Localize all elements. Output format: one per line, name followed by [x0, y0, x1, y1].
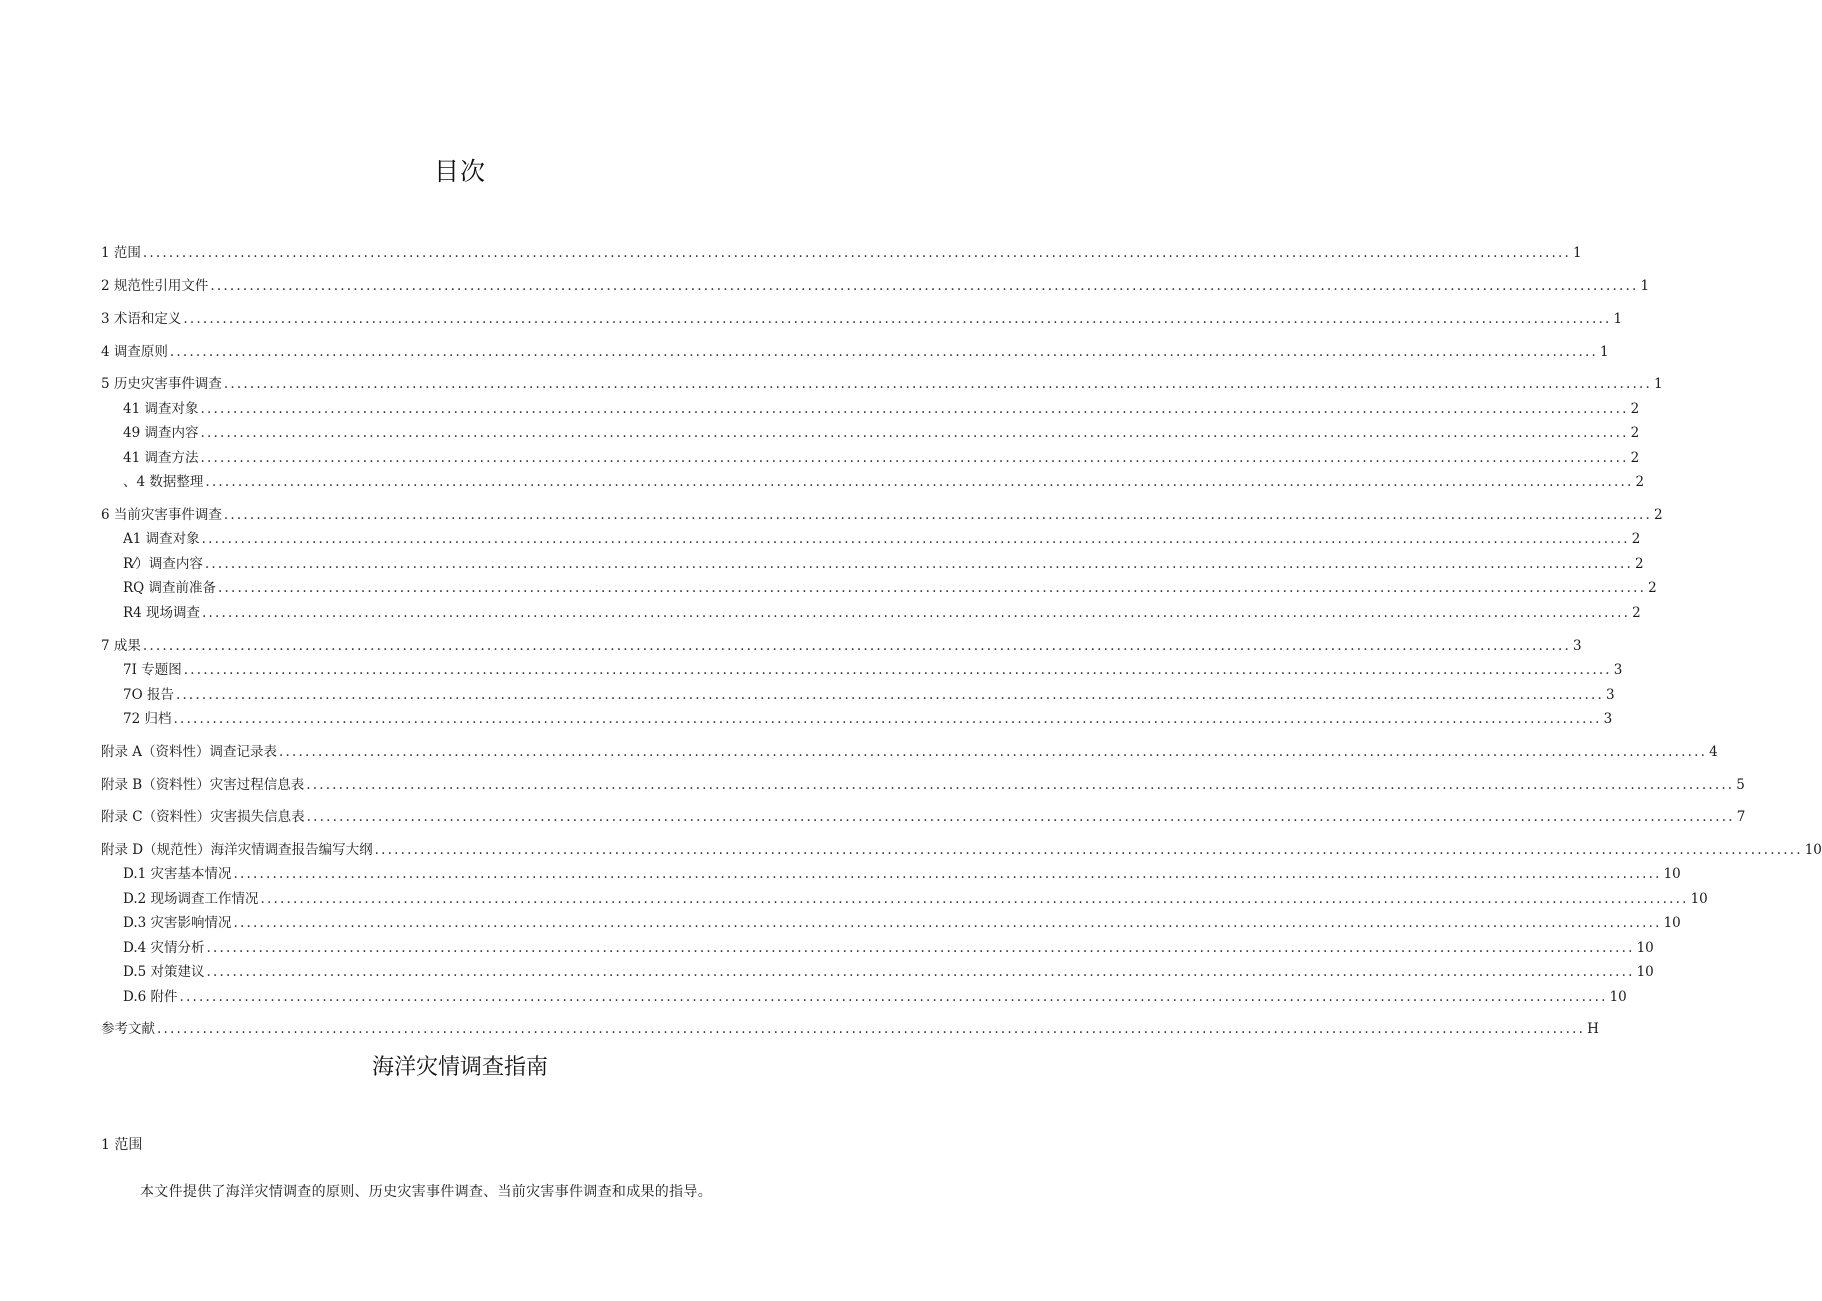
toc-entry[interactable]: [123, 914, 1681, 932]
toc-entry[interactable]: [123, 890, 1708, 908]
toc-entry-label: D.5 对策建议: [123, 964, 205, 980]
toc-entry-label: 7 成果: [101, 638, 141, 654]
toc-entry-page: 1: [1599, 344, 1609, 360]
toc-leader-dots: ............................................................................................................................................................................................................................: [233, 915, 1662, 931]
toc-entry-label: 41 调查方法: [123, 450, 199, 466]
toc-entry-label: D.1 灾害基本情况: [123, 866, 232, 882]
toc-entry[interactable]: [123, 988, 1627, 1006]
toc-entry-page: 2: [1631, 531, 1641, 547]
toc-entry[interactable]: [101, 743, 1718, 761]
toc-entry-page: 2: [1635, 556, 1644, 572]
toc-entry-label: 41 调查对象: [123, 401, 199, 417]
toc-entry-label: 7O 报告: [123, 687, 174, 703]
toc-entry-label: 参考文献: [101, 1021, 155, 1037]
toc-entry-label: 6 当前灾害事件调查: [101, 507, 222, 523]
toc-entry-page: 1: [1653, 376, 1663, 392]
toc-leader-dots: ............................................................................................................................................................................................................................: [306, 777, 1735, 793]
toc-entry-label: 4 调查原则: [101, 344, 168, 360]
toc-entry-page: 3: [1572, 638, 1582, 654]
toc-entry[interactable]: [123, 400, 1640, 418]
toc-entry-label: R4 现场调查: [123, 605, 201, 621]
toc-leader-dots: ............................................................................................................................................................................................................................: [200, 450, 1629, 466]
toc-entry-page: 2: [1648, 580, 1657, 596]
toc-entry-label: D.3 灾害影响情况: [123, 915, 232, 931]
toc-title: 目次: [433, 157, 486, 186]
toc-entry-page: H: [1587, 1021, 1599, 1037]
toc-leader-dots: ............................................................................................................................................................................................................................: [173, 711, 1602, 727]
toc-leader-dots: ............................................................................................................................................................................................................................: [175, 687, 1605, 703]
toc-entry-page: 3: [1606, 687, 1615, 703]
toc-entry-label: 附录 B（资料性）灾害过程信息表: [101, 777, 305, 793]
toc-entry[interactable]: [123, 604, 1641, 622]
toc-leader-dots: ............................................................................................................................................................................................................................: [200, 425, 1629, 441]
toc-entry-label: D.2 现场调查工作情况: [123, 891, 259, 907]
toc-entry-page: 2: [1635, 474, 1645, 490]
toc-leader-dots: ............................................................................................................................................................................................................................: [374, 842, 1803, 858]
toc-entry[interactable]: [101, 506, 1663, 524]
toc-entry-page: 3: [1613, 662, 1623, 678]
toc-leader-dots: ............................................................................................................................................................................................................................: [233, 866, 1662, 882]
toc-entry[interactable]: [123, 865, 1681, 883]
toc-entry-page: 2: [1630, 450, 1640, 466]
section-heading: 1 范围: [101, 1137, 143, 1153]
toc-entry-page: 2: [1632, 605, 1641, 621]
toc-entry-page: 7: [1736, 809, 1746, 825]
toc-entry[interactable]: [123, 579, 1657, 597]
toc-entry[interactable]: [123, 939, 1654, 957]
toc-entry-page: 5: [1736, 777, 1745, 793]
toc-entry-label: A1 调查对象: [123, 531, 200, 547]
toc-leader-dots: ............................................................................................................................................................................................................................: [201, 531, 1630, 547]
toc-entry[interactable]: [123, 449, 1640, 467]
toc-entry-label: 1 范围: [101, 245, 141, 261]
toc-entry-page: 3: [1603, 711, 1613, 727]
toc-leader-dots: ............................................................................................................................................................................................................................: [218, 580, 1647, 596]
toc-leader-dots: ............................................................................................................................................................................................................................: [202, 605, 1631, 621]
toc-entry-label: 72 归档: [123, 711, 172, 727]
toc-entry-page: 10: [1609, 989, 1627, 1005]
toc-leader-dots: ............................................................................................................................................................................................................................: [210, 278, 1639, 294]
toc-entry-page: 2: [1653, 507, 1663, 523]
toc-entry[interactable]: [101, 343, 1609, 361]
toc-leader-dots: ............................................................................................................................................................................................................................: [179, 989, 1608, 1005]
toc-entry[interactable]: [101, 310, 1623, 328]
toc-entry[interactable]: [101, 244, 1582, 262]
toc-entry[interactable]: [101, 1020, 1599, 1038]
toc-entry-label: RQ 调查前准备: [123, 580, 217, 596]
toc-leader-dots: ............................................................................................................................................................................................................................: [142, 245, 1571, 261]
toc-entry[interactable]: [123, 963, 1654, 981]
toc-entry[interactable]: [101, 776, 1745, 794]
toc-entry[interactable]: [123, 530, 1641, 548]
toc-entry-page: 2: [1630, 425, 1640, 441]
toc-entry-page: 10: [1663, 866, 1681, 882]
toc-leader-dots: ............................................................................................................................................................................................................................: [142, 638, 1571, 654]
toc-entry-page: 10: [1636, 940, 1654, 956]
toc-entry-label: R⁄）调查内容: [123, 556, 203, 572]
toc-entry-label: D.4 灾情分析: [123, 940, 205, 956]
toc-entry-label: 附录 D（规范性）海洋灾情调查报告编写大纲: [101, 842, 373, 858]
toc-entry-label: D.6 附件: [123, 989, 178, 1005]
toc-entry-label: 49 调查内容: [123, 425, 199, 441]
body-paragraph: 本文件提供了海洋灾情调查的原则、历史灾害事件调查、当前灾害事件调查和成果的指导。: [140, 1184, 712, 1200]
toc-entry-page: 1: [1640, 278, 1650, 294]
toc-entry-page: 10: [1636, 964, 1654, 980]
toc-entry-label: 7I 专题图: [123, 662, 182, 678]
toc-entry-page: 1: [1613, 311, 1623, 327]
toc-leader-dots: ............................................................................................................................................................................................................................: [157, 1021, 1586, 1037]
toc-entry[interactable]: [123, 473, 1645, 491]
toc-entry[interactable]: [101, 808, 1746, 826]
toc-entry-page: 2: [1630, 401, 1640, 417]
toc-entry[interactable]: [123, 686, 1615, 704]
toc-leader-dots: ............................................................................................................................................................................................................................: [204, 556, 1633, 572]
toc-entry-page: 4: [1709, 744, 1718, 760]
toc-leader-dots: ............................................................................................................................................................................................................................: [306, 809, 1735, 825]
toc-entry-page: 10: [1690, 891, 1708, 907]
toc-entry[interactable]: [123, 555, 1644, 573]
toc-entry-page: 10: [1663, 915, 1681, 931]
toc-entry[interactable]: [123, 661, 1623, 679]
toc-leader-dots: ............................................................................................................................................................................................................................: [200, 401, 1629, 417]
toc-entry-page: 1: [1572, 245, 1582, 261]
toc-entry[interactable]: [123, 710, 1613, 728]
toc-leader-dots: ............................................................................................................................................................................................................................: [183, 311, 1612, 327]
toc-leader-dots: ............................................................................................................................................................................................................................: [223, 376, 1652, 392]
toc-leader-dots: ............................................................................................................................................................................................................................: [206, 940, 1635, 956]
document-title: 海洋灾情调查指南: [371, 1055, 548, 1080]
toc-entry[interactable]: [101, 277, 1650, 295]
toc-entry-label: 5 历史灾害事件调查: [101, 376, 222, 392]
toc-entry-label: 、4 数据整理: [123, 474, 204, 490]
toc-leader-dots: ............................................................................................................................................................................................................................: [169, 344, 1598, 360]
toc-entry-label: 3 术语和定义: [101, 311, 182, 327]
toc-leader-dots: ............................................................................................................................................................................................................................: [205, 474, 1634, 490]
toc-entry[interactable]: [101, 841, 1822, 859]
toc-entry-label: 2 规范性引用文件: [101, 278, 209, 294]
toc-leader-dots: ............................................................................................................................................................................................................................: [279, 744, 1708, 760]
toc-entry[interactable]: [101, 637, 1582, 655]
toc-leader-dots: ............................................................................................................................................................................................................................: [223, 507, 1652, 523]
toc-leader-dots: ............................................................................................................................................................................................................................: [206, 964, 1635, 980]
toc-entry[interactable]: [101, 375, 1663, 393]
toc-leader-dots: ............................................................................................................................................................................................................................: [183, 662, 1612, 678]
toc-leader-dots: ............................................................................................................................................................................................................................: [260, 891, 1689, 907]
toc-entry-label: 附录 C（资料性）灾害损失信息表: [101, 809, 305, 825]
toc-entry[interactable]: [123, 424, 1640, 442]
toc-entry-page: 10: [1804, 842, 1822, 858]
toc-entry-label: 附录 A（资料性）调查记录表: [101, 744, 278, 760]
